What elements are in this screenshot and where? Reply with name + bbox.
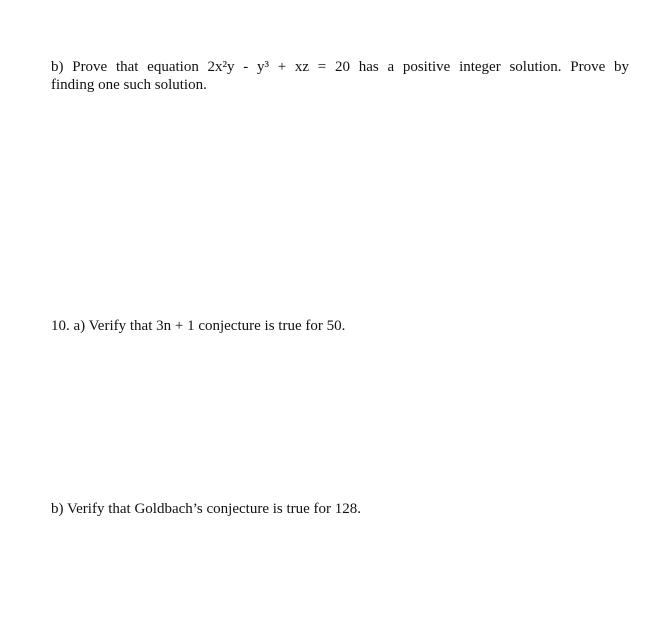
question-10a-text: 10. a) Verify that 3n + 1 conjecture is true for 50.	[51, 318, 346, 334]
question-10a-verify-3n1	[51, 317, 629, 335]
question-10b-text: b) Verify that Goldbach’s conjecture is true for 128.	[51, 501, 362, 517]
question-10b-verify-goldbach	[51, 500, 629, 518]
question-b-prove-equation	[51, 58, 629, 94]
question-b-line-2: finding one such solution.	[51, 77, 207, 93]
question-b-line-1: b) Prove that equation 2x²y - y³ + xz = 20 has a positive integer solution. Prove by	[51, 59, 629, 75]
